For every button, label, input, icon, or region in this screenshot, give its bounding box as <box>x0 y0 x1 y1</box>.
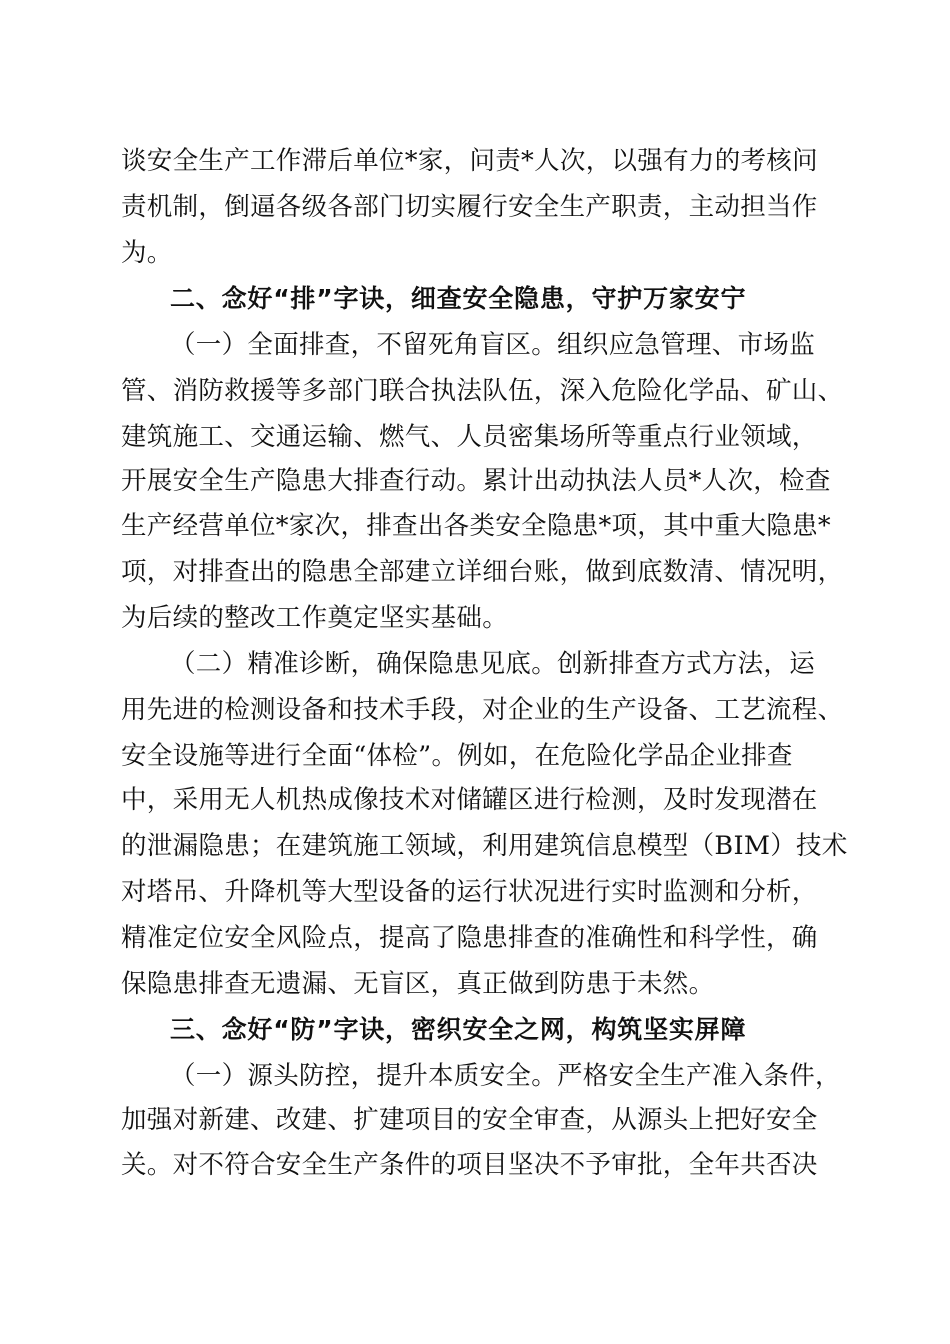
body-line: 关。对不符合安全生产条件的项目坚决不予审批，全年共否决 <box>121 1150 818 1180</box>
body-line: 谈安全生产工作滞后单位*家，问责*人次，以强有力的考核问 <box>121 146 818 176</box>
body-line: 精准定位安全风险点，提高了隐患排查的准确性和科学性，确 <box>121 923 818 953</box>
body-line: 为后续的整改工作奠定坚实基础。 <box>121 603 509 633</box>
paragraph-first-line: （一）全面排查，不留死角盲区。组织应急管理、市场监 <box>170 330 816 360</box>
paragraph-first-line: （二）精准诊断，确保隐患见底。创新排查方式方法，运 <box>170 649 816 679</box>
body-line: 开展安全生产隐患大排查行动。累计出动执法人员*人次，检查 <box>121 466 831 496</box>
body-line: 管、消防救援等多部门联合执法队伍，深入危险化学品、矿山、 <box>121 376 844 406</box>
body-line: 项，对排查出的隐患全部建立详细台账，做到底数清、情况明， <box>121 557 844 587</box>
body-line: 建筑施工、交通运输、燃气、人员密集场所等重点行业领域， <box>121 422 818 452</box>
body-line: 中，采用无人机热成像技术对储罐区进行检测，及时发现潜在 <box>121 785 818 815</box>
body-line: 加强对新建、改建、扩建项目的安全审查，从源头上把好安全 <box>121 1105 818 1135</box>
body-line: 保隐患排查无遗漏、无盲区，真正做到防患于未然。 <box>121 969 715 999</box>
body-line: 生产经营单位*家次，排查出各类安全隐患*项，其中重大隐患* <box>121 511 831 541</box>
paragraph-first-line: （一）源头防控，提升本质安全。严格安全生产准入条件， <box>170 1061 841 1091</box>
body-line: 责机制，倒逼各级各部门切实履行安全生产职责，主动担当作 <box>121 192 818 222</box>
section-heading-3: 三、念好“防”字诀，密织安全之网，构筑坚实屏障 <box>170 1015 747 1044</box>
section-heading-2: 二、念好“排”字诀，细查安全隐患，守护万家安宁 <box>170 284 747 313</box>
body-line: 对塔吊、升降机等大型设备的运行状况进行实时监测和分析， <box>121 877 818 907</box>
body-line: 安全设施等进行全面“体检”。例如，在危险化学品企业排查 <box>121 741 793 771</box>
body-line: 用先进的检测设备和技术手段，对企业的生产设备、工艺流程、 <box>121 695 844 725</box>
body-line: 的泄漏隐患；在建筑施工领域，利用建筑信息模型（BIM）技术 <box>121 831 848 861</box>
body-line: 为。 <box>121 238 173 268</box>
